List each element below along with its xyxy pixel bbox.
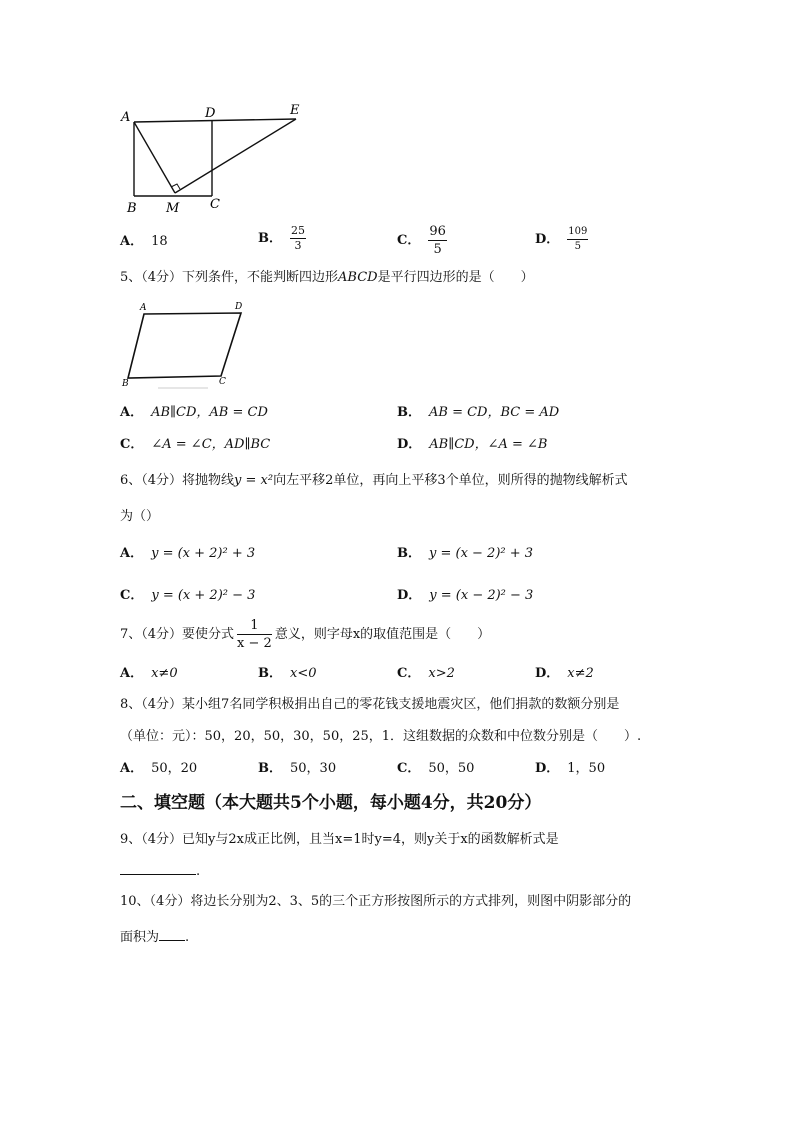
q8-option-d[interactable]: D． 1，50 bbox=[535, 761, 606, 776]
q6-option-d[interactable]: D． y = (x − 2)² − 3 bbox=[397, 588, 534, 603]
segment-me bbox=[175, 119, 296, 193]
parallelogram-abcd bbox=[128, 313, 241, 378]
q6-stem-line2: 为（） bbox=[120, 509, 160, 524]
label-b: B bbox=[127, 201, 137, 216]
q4-option-a[interactable]: A． 18 bbox=[120, 234, 168, 249]
label-d: D bbox=[205, 106, 216, 121]
q8-stem-line1: 8、（4分）某小组7名同学积极捐出自己的零花钱支援地震灾区，他们捐款的数额分别是 bbox=[120, 697, 620, 712]
q5-stem: 5、（4分）下列条件，不能判断四边形ABCD是平行四边形的是（ ） bbox=[120, 270, 534, 285]
label-c: C bbox=[210, 197, 220, 212]
label-m: M bbox=[166, 201, 180, 216]
q6-option-b[interactable]: B． y = (x − 2)² + 3 bbox=[397, 546, 534, 561]
q5-option-d[interactable]: D． AB∥CD，∠A = ∠B bbox=[397, 437, 548, 452]
q6-option-c[interactable]: C． y = (x + 2)² − 3 bbox=[120, 588, 256, 603]
q9-answer-blank[interactable] bbox=[120, 862, 196, 875]
q6-stem-line1: 6、（4分）将抛物线y = x²向左平移2单位，再向上平移3个单位，则所得的抛物线解析式 bbox=[120, 473, 628, 488]
figure-q4 bbox=[118, 98, 318, 218]
q4-option-b[interactable]: B． $\frac{25}{3}$ bbox=[258, 224, 305, 252]
segment-am bbox=[134, 122, 175, 193]
q8-option-c[interactable]: C． 50，50 bbox=[397, 761, 475, 776]
q5-option-b[interactable]: B． AB = CD，BC = AD bbox=[397, 405, 560, 420]
q8-stem-line2: （单位：元）：50，20，50，30，50，25，1．这组数据的众数和中位数分别是（ ）. bbox=[120, 729, 642, 744]
q7-option-a[interactable]: A． x≠0 bbox=[120, 666, 178, 681]
q5-label-b: B bbox=[122, 379, 129, 389]
q10-stem-line2: 面积为 . bbox=[120, 930, 190, 945]
q5-label-d: D bbox=[235, 302, 243, 312]
label-a: A bbox=[121, 110, 131, 125]
q10-answer-blank[interactable] bbox=[159, 928, 185, 941]
q4-option-d[interactable]: D． $\frac{109}{5}$ bbox=[535, 226, 588, 252]
q8-option-b[interactable]: B． 50，30 bbox=[258, 761, 337, 776]
q6-option-a[interactable]: A． y = (x + 2)² + 3 bbox=[120, 546, 256, 561]
q7-option-b[interactable]: B． x<0 bbox=[258, 666, 317, 681]
q5-option-a[interactable]: A． AB∥CD，AB = CD bbox=[120, 405, 268, 420]
q5-label-a: A bbox=[140, 303, 147, 313]
q8-option-a[interactable]: A． 50，20 bbox=[120, 761, 198, 776]
q7-option-c[interactable]: C． x>2 bbox=[397, 666, 455, 681]
q9-answer-line: . bbox=[120, 862, 200, 880]
q9-stem-line1: 9、（4分）已知y与2x成正比例，且当x=1时y=4，则y关于x的函数解析式是 bbox=[120, 832, 559, 847]
section-heading-fill-in: 二、填空题（本大题共5个小题，每小题4分，共20分） bbox=[120, 793, 542, 813]
q5-label-c: C bbox=[219, 377, 226, 387]
figure-q5-parallelogram bbox=[118, 298, 258, 392]
q5-option-c[interactable]: C． ∠A = ∠C，AD∥BC bbox=[120, 437, 271, 452]
q7-option-d[interactable]: D． x≠2 bbox=[535, 666, 594, 681]
q7-stem: 7、（4分）要使分式 $\frac{1}{x - 2}$ 意义，则字母x的取值范围是（ ） bbox=[120, 618, 491, 651]
label-e: E bbox=[290, 103, 300, 118]
q4-option-c[interactable]: C． $\frac{96}{5}$ bbox=[397, 224, 446, 257]
q10-stem-line1: 10、（4分）将边长分别为2、3、5的三个正方形按图所示的方式排列，则图中阴影部分的 bbox=[120, 894, 632, 909]
